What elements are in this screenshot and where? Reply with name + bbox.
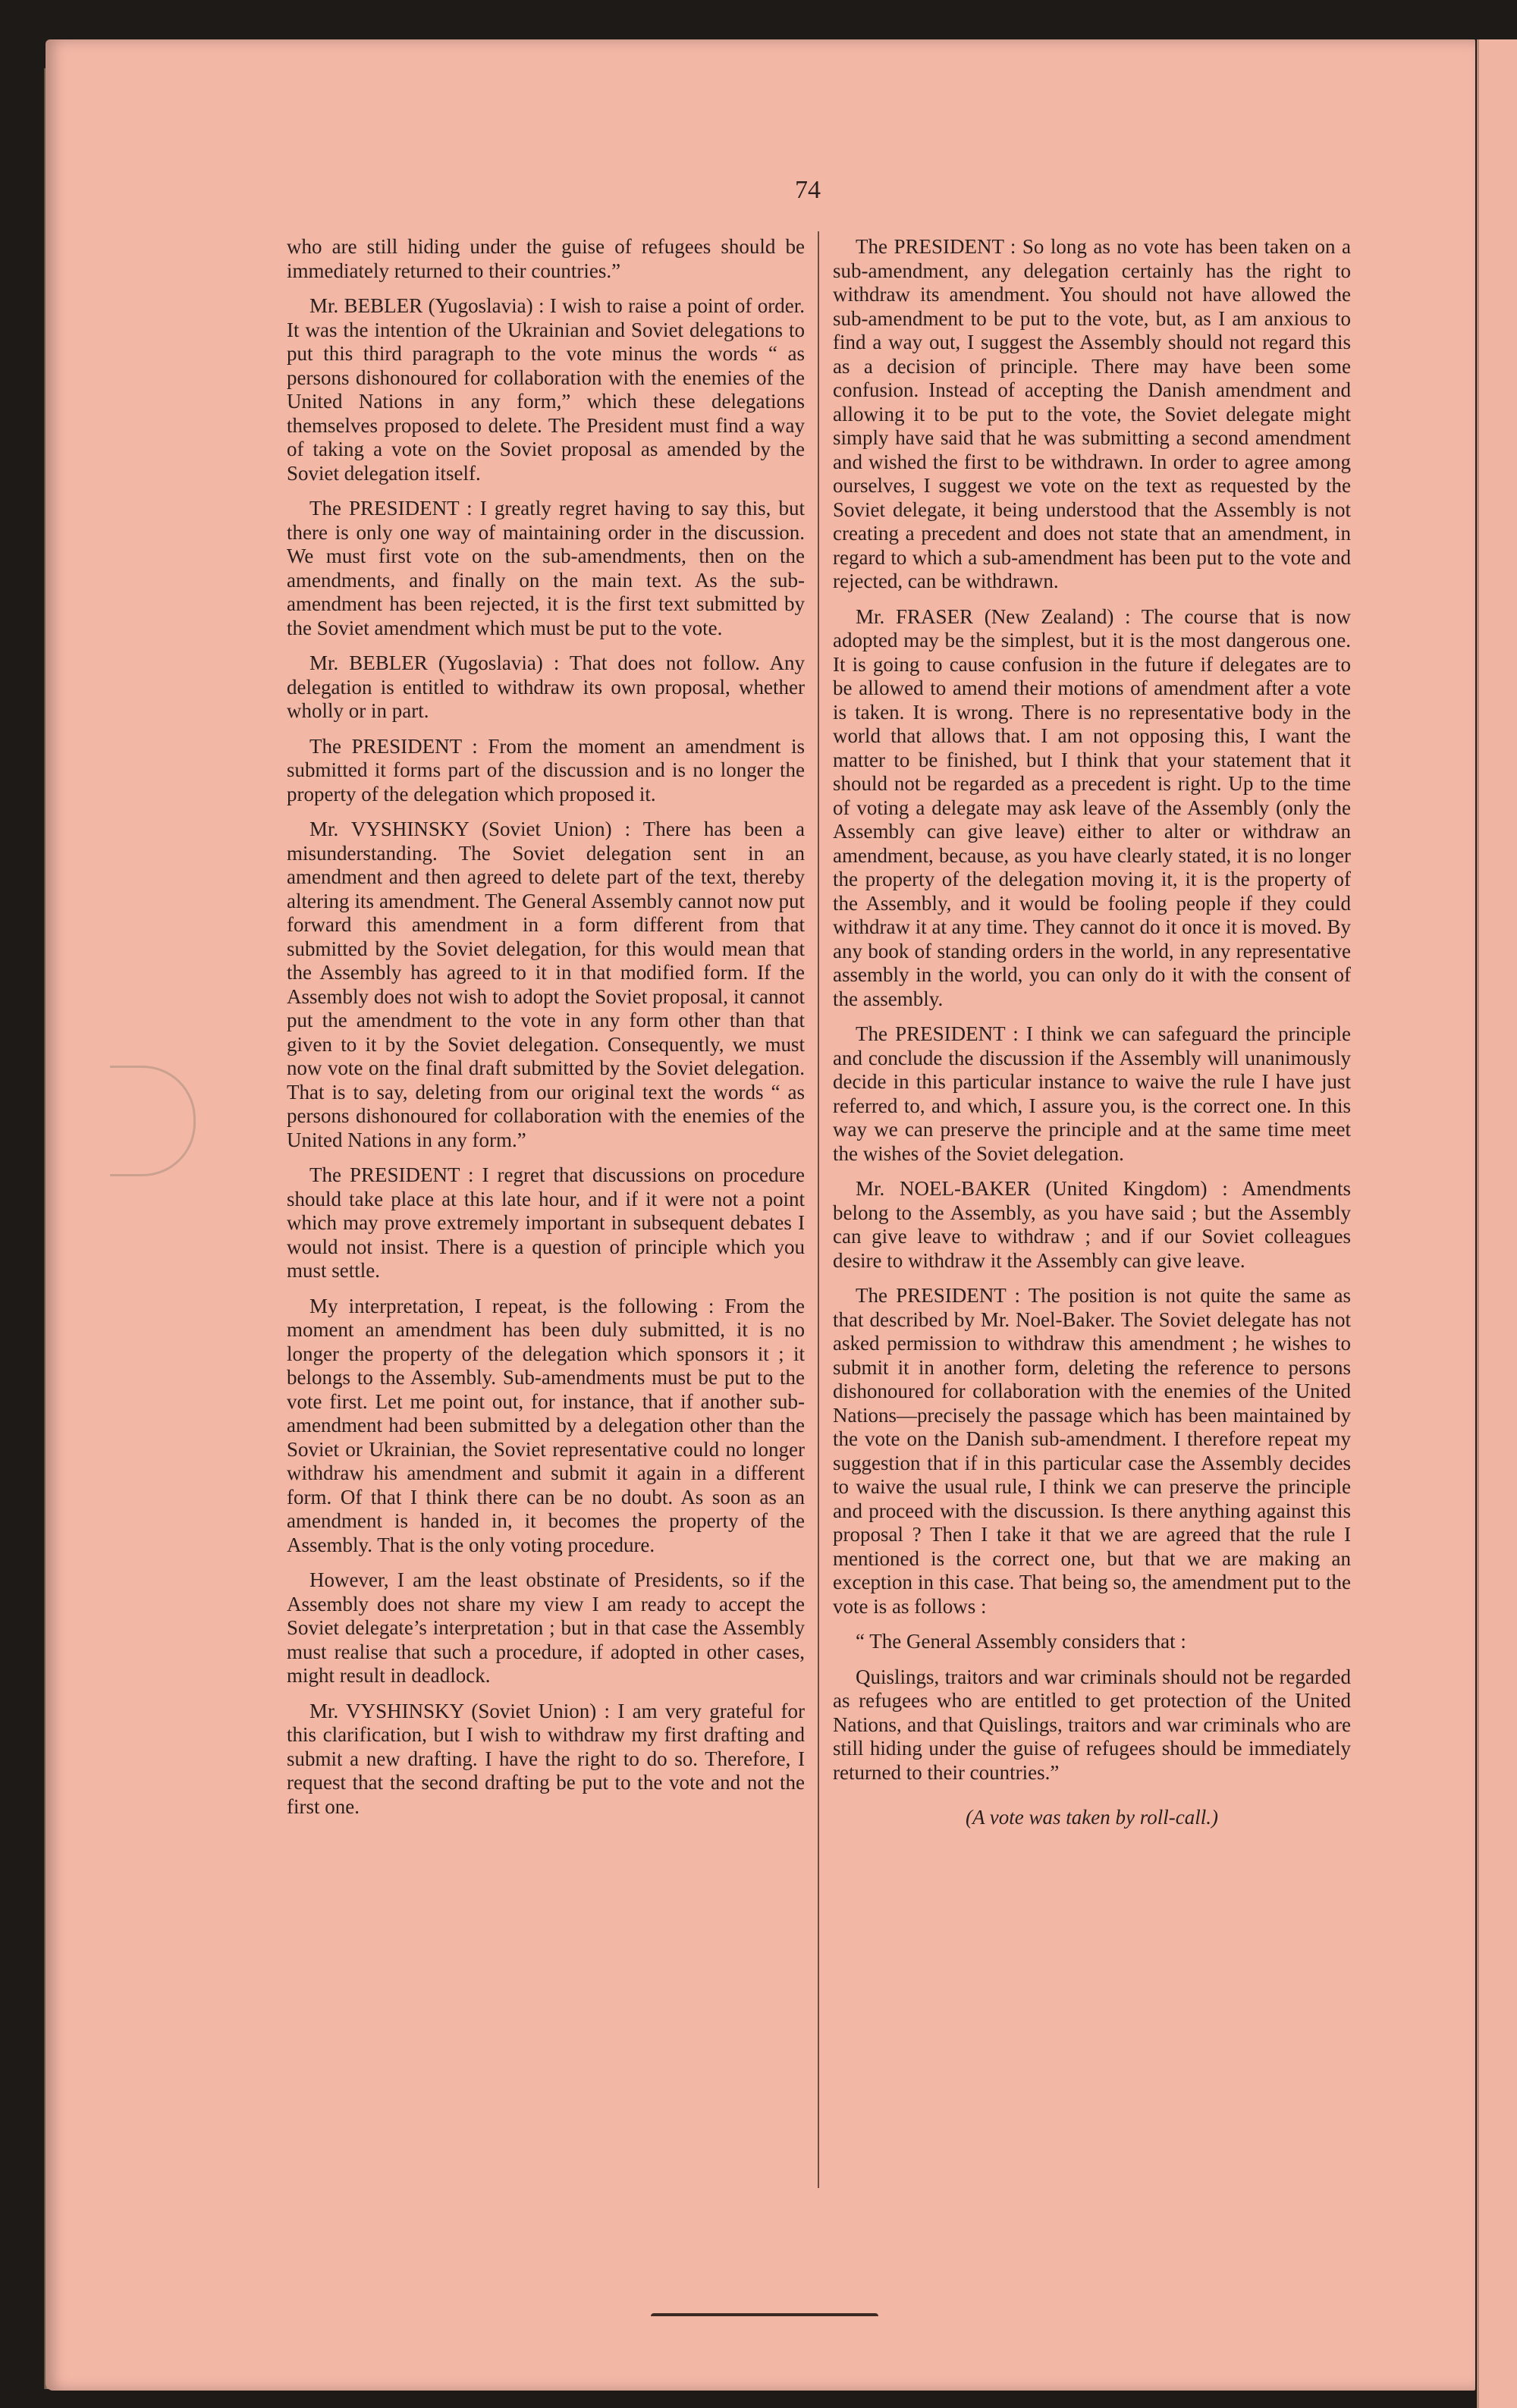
paragraph: The PRESIDENT : From the moment an amendment is submitted it forms part of the discussion and is no longer the property of the delegation which proposed it. (287, 734, 805, 805)
paragraph: The PRESIDENT : So long as no vote has been taken on a sub-amendment, any delegation certainly has the right to withdraw its amendment. You should not have allowed the sub-amendment to be put to the vote, but, as I am anxious to find a way out, I suggest the Assembly should not regard this as a decision of principle. There may have been some confusion. Instead of accepting the Danish amendment and allowing it to be put to the vote, the Soviet delegate might simply have said that he was submitting a second amendment and wished the first to be withdrawn. In order to agree among ourselves, I suggest we vote on the text as requested by the Soviet delegate, it being understood that the Assembly is not creating a precedent and does not state that an amendment, in regard to which a sub-amendment has been put to the vote and rejected, can be withdrawn. (833, 235, 1351, 592)
page-number: 74 (795, 176, 821, 204)
paragraph: The PRESIDENT : I regret that discussions on procedure should take place at this late hour, and if it were not a point which may prove extremely important in subsequent debates I would not insist. There is a question of principle which you must settle. (287, 1163, 805, 1282)
paragraph: My interpretation, I repeat, is the following : From the moment an amendment has been duly submitted, it is no longer the property of the delegation which sponsors it ; it belongs to the Assembly. Sub-amendments must be put to the vote first. Let me point out, for instance, that if another sub-amendment had been submitted by a delegation other than the Soviet or Ukrainian, the Soviet representative could no longer withdraw his amendment and submit it again in a different form. Of that I think there can be no doubt. As soon as an amendment is handed in, it becomes the property of the Assembly. That is the only voting procedure. (287, 1294, 805, 1556)
bottom-page-mark (651, 2313, 878, 2336)
paragraph: The PRESIDENT : I greatly regret having to say this, but there is only one way of maintaining order in the discussion. We must first vote on the sub-amendments, then on the amendments, and finally on the main text. As the sub-amendment has been rejected, it is the first text submitted by the Soviet amendment which must be put to the vote. (287, 497, 805, 639)
paragraph: Mr. BEBLER (Yugoslavia) : I wish to raise a point of order. It was the intention of the Ukrainian and Soviet delegations to put this third paragraph to the vote minus the words “ as persons dishonoured for collaboration with the enemies of the United Nations in any form,” which these delegations themselves proposed to delete. The President must find a way of taking a vote on the Soviet proposal as amended by the Soviet delegation itself. (287, 294, 805, 485)
paragraph: Mr. FRASER (New Zealand) : The course that is now adopted may be the simplest, but it is the most dangerous one. It is going to cause confusion in the future if delegates are to be allowed to amend their motions of amendment after a vote is taken. It is wrong. There is no representative body in the world that allows that. I am not opposing this, I want the matter to be finished, but I think that your statement that it should not be regarded as a precedent is right. Up to the time of voting a delegate may ask leave of the Assembly (only the Assembly can give leave) either to alter or withdraw an amendment, because, as you have clearly stated, it is no longer the property of the delegation moving it, it is the property of the Assembly, and it would be fooling people if they could withdraw it at any time. They cannot do it once it is moved. By any book of standing orders in the world, in any representative assembly in the world, you can only do it with the consent of the assembly. (833, 604, 1351, 1010)
paragraph: Mr. VYSHINSKY (Soviet Union) : I am very grateful for this clarification, but I wish to withdraw my first drafting and submit a new drafting. I have the right to do so. Therefore, I request that the second drafting be put to the vote and not the first one. (287, 1699, 805, 1818)
column-divider (818, 231, 819, 2188)
adjacent-page-edge (1477, 39, 1517, 2408)
paragraph: The PRESIDENT : I think we can safeguard the principle and conclude the discussion if the Assembly will unanimously decide in this particular instance to waive the rule I have just referred to, and which, I assure you, is the correct one. In this way we can preserve the principle and at the same time meet the wishes of the Soviet delegation. (833, 1022, 1351, 1165)
paragraph: Mr. VYSHINSKY (Soviet Union) : There has been a misunderstanding. The Soviet delegation sent in an amendment and then agreed to delete part of the text, thereby altering its amendment. The General Assembly cannot now put forward this amendment in a form different from that submitted by the Soviet delegation, for this would mean that the Assembly has agreed to it in that modified form. If the Assembly does not wish to adopt the Soviet proposal, it cannot put the amendment to the vote in any form other than that given to it by the Soviet delegation. Consequently, we must now vote on the final draft submitted by the Soviet delegation. That is to say, deleting from our original text the words “ as persons dishonoured for collaboration with the enemies of the United Nations in any form.” (287, 818, 805, 1151)
paragraph: Mr. BEBLER (Yugoslavia) : That does not follow. Any delegation is entitled to withdraw its own proposal, whether wholly or in part. (287, 651, 805, 722)
vote-note: (A vote was taken by roll-call.) (966, 1806, 1218, 1829)
paragraph: who are still hiding under the guise of refugees should be immediately returned to their countries.” (287, 235, 805, 282)
paragraph: The PRESIDENT : The position is not quite the same as that described by Mr. Noel-Baker. The Soviet delegate has not asked permission to withdraw this amendment ; he wishes to submit it in another form, deleting the reference to persons dishonoured for collaboration with the enemies of the United Nations—precisely the passage which has been maintained by the vote on the Danish sub-amendment. I therefore repeat my suggestion that if in this particular case the Assembly decides to waive the usual rule, I think we can preserve the principle and proceed with the discussion. Is there anything against this proposal ? Then I take it that we are agreed that the rule I mentioned is the correct one, but that we are making an exception in this case. That being so, the amendment put to the vote is as follows : (833, 1284, 1351, 1618)
quote-intro: “ The General Assembly considers that : (856, 1630, 1186, 1653)
quoted-resolution: Quislings, traitors and war criminals should not be regarded as refugees who are entitled to get protection of the United Nations, and that Quislings, traitors and war criminals who are still hiding under the guise of refugees should be immediately returned to their countries.” (833, 1665, 1351, 1784)
paragraph: Mr. NOEL-BAKER (United Kingdom) : Amendments belong to the Assembly, as you have said ; but the Assembly can give leave to withdraw ; and if our Soviet colleagues desire to withdraw it the Assembly can give leave. (833, 1177, 1351, 1272)
paragraph: However, I am the least obstinate of Presidents, so if the Assembly does not share my view I am ready to accept the Soviet delegate’s interpretation ; but in that case the Assembly must realise that such a procedure, if adopted in other cases, might result in deadlock. (287, 1568, 805, 1687)
right-column (833, 235, 1351, 1841)
left-column (287, 235, 805, 1830)
